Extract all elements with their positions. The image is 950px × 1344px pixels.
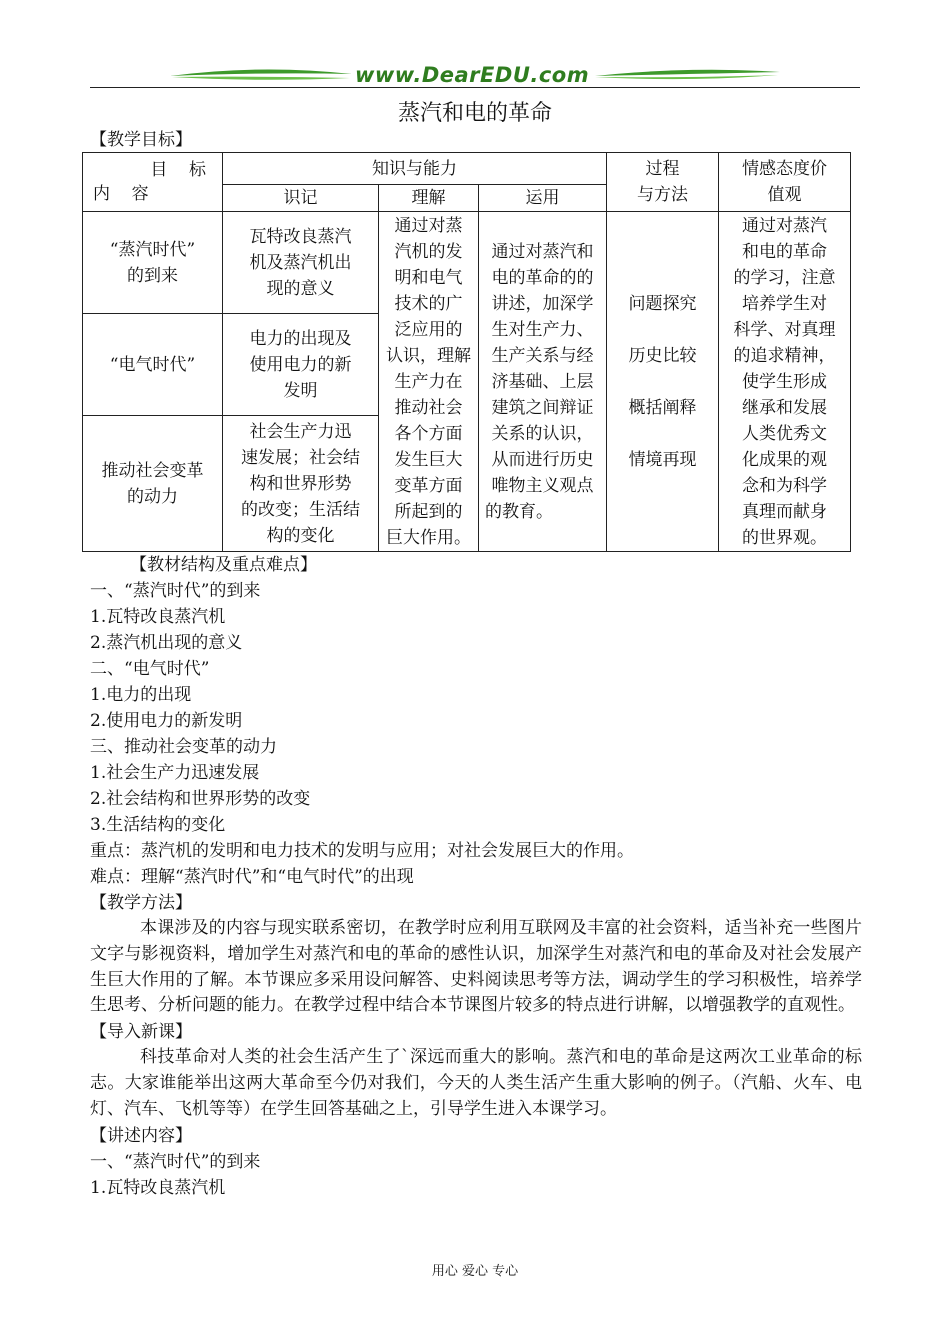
- section-heading-lecture: 【讲述内容】: [90, 1125, 192, 1146]
- site-logo[interactable]: www.DearEDU.com: [355, 63, 590, 87]
- cell-understand: 通过对蒸 汽机的发 明和电气 技术的广 泛应用的 认识，理解 生产力在 推动社会 各个方面 发生巨大 变革方面 所起到的 巨大作用。: [379, 212, 479, 552]
- cell-apply: 通过对蒸汽和电的革命的的讲述，加深学生对生产力、生产关系与经济基础、上层建筑之间辩证关系的认识，从而进行历史唯物主义观点的教育。: [479, 212, 607, 552]
- section-heading-method: 【教学方法】: [90, 893, 192, 913]
- outline-item: 三、推动社会变革的动力: [90, 737, 277, 757]
- outline-item: 3.生活结构的变化: [90, 815, 226, 835]
- row-label-driving-force: 推动社会变革 的动力: [83, 416, 223, 552]
- outline-item: 二、“电气时代”: [90, 659, 210, 679]
- cell-process: 问题探究 历史比较 概括阐释 情境再现: [607, 212, 719, 552]
- outline-item: 1.瓦特改良蒸汽机: [90, 607, 226, 627]
- header-remember: 识记: [223, 185, 379, 212]
- outline-item: 1.瓦特改良蒸汽机: [90, 1177, 226, 1198]
- section-heading-structure: 【教材结构及重点难点】: [130, 555, 317, 575]
- header-apply: 运用: [479, 185, 607, 212]
- page-footer: 用心 爱心 专心: [431, 1264, 519, 1279]
- intro-paragraph: 科技革命对人类的社会生活产生了`深远而重大的影响。蒸汽和电的革命是这两次工业革命的标志。大家谁能举出这两大革命至今仍对我们，今天的人类生活产生重大影响的例子。（汽船、火车、电灯、汽车、飞机等等）在学生回答基础之上，引导学生进入本课学习。: [90, 1047, 862, 1119]
- corner-label-content: 内 容: [93, 184, 149, 204]
- outline-item: 1.电力的出现: [90, 685, 192, 705]
- row-label-electric: “电气时代”: [83, 314, 223, 416]
- document-body: [90, 552, 862, 1201]
- page-title: 蒸汽和电的革命: [397, 101, 552, 126]
- header-understand: 理解: [379, 185, 479, 212]
- header-process: 过程 与方法: [607, 153, 719, 212]
- goals-table: [82, 152, 851, 552]
- outline-item: 2.蒸汽机出现的意义: [90, 633, 243, 653]
- key-point: 重点：蒸汽机的发明和电力技术的发明与应用；对社会发展巨大的作用。: [90, 841, 634, 861]
- cell-remember-steam: 瓦特改良蒸汽 机及蒸汽机出 现的意义: [223, 212, 379, 314]
- section-heading-goals: 【教学目标】: [90, 130, 192, 150]
- header-knowledge: 知识与能力: [223, 153, 607, 185]
- row-label-steam: “蒸汽时代” 的到来: [83, 212, 223, 314]
- outline-item: 1.社会生产力迅速发展: [90, 763, 260, 783]
- outline-item: 一、“蒸汽时代”的到来: [90, 581, 261, 601]
- corner-label-goal: 目 标: [150, 160, 206, 180]
- header-divider: [90, 87, 860, 88]
- outline-item: 2.社会结构和世界形势的改变: [90, 789, 311, 809]
- outline-item: 2.使用电力的新发明: [90, 711, 243, 731]
- header-attitude: 情感态度价 值观: [719, 153, 851, 212]
- table-corner-cell: [83, 153, 223, 212]
- cell-remember-driving-force: 社会生产力迅 速发展；社会结 构和世界形势 的改变；生活结 构的变化: [223, 416, 379, 552]
- cell-attitude: 通过对蒸汽 和电的革命 的学习，注意 培养学生对 科学、对真理 的追求精神， 使学生形成 继承和发展 人类优秀文 化成果的观 念和为科学 真理而献身 的世界观。: [719, 212, 851, 552]
- difficult-point: 难点：理解“蒸汽时代”和“电气时代”的出现: [90, 867, 414, 887]
- cell-remember-electric: 电力的出现及 使用电力的新 发明: [223, 314, 379, 416]
- section-heading-intro: 【导入新课】: [90, 1022, 192, 1043]
- method-paragraph: 本课涉及的内容与现实联系密切，在教学时应利用互联网及丰富的社会资料，适当补充一些图片文字与影视资料，增加学生对蒸汽和电的革命的感性认识，加深学生对蒸汽和电的革命及对社会发展产生巨大作用的了解。本节课应多采用设问解答、史料阅读思考等方法，调动学生的学习积极性，培养学生思考、分析问题的能力。在教学过程中结合本节课图片较多的特点进行讲解，以增强教学的直观性。: [90, 918, 862, 1016]
- outline-item: 一、“蒸汽时代”的到来: [90, 1151, 261, 1172]
